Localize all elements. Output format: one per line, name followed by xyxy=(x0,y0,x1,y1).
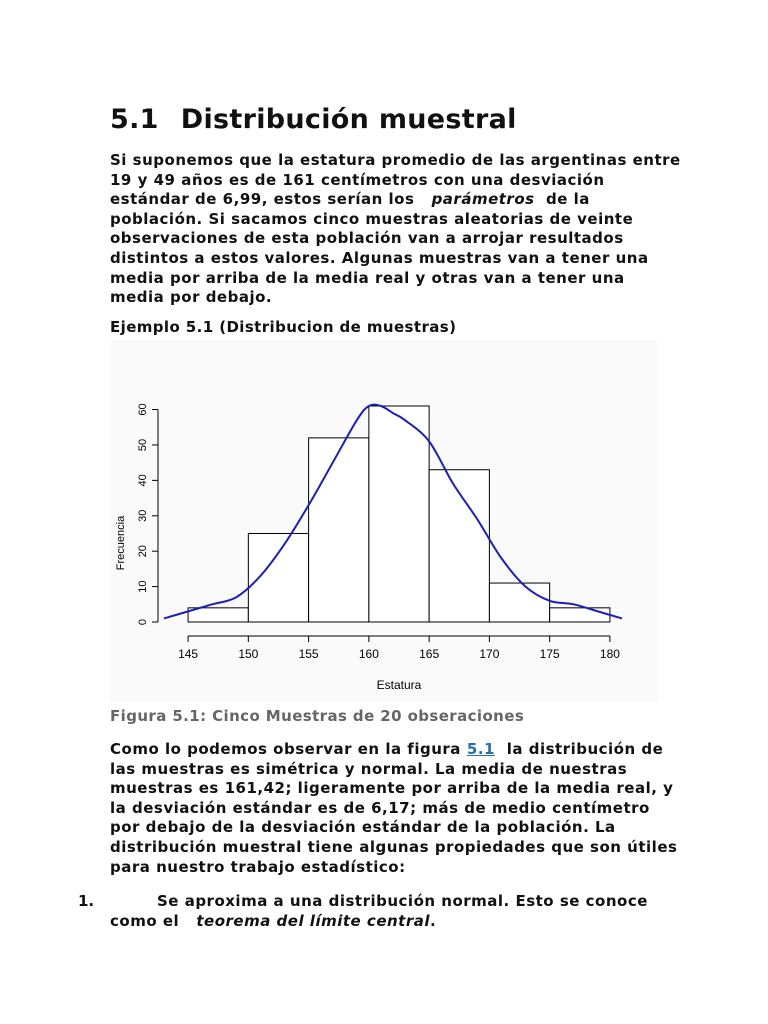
paragraph-line xyxy=(110,190,670,210)
paragraph-line: media por arriba de la media real y otras van a tener una xyxy=(110,268,625,287)
y-tick-label: 60 xyxy=(137,403,149,416)
histogram-bar xyxy=(489,583,549,622)
x-tick-label: 170 xyxy=(479,647,500,661)
y-tick-label: 20 xyxy=(137,545,149,558)
intro-paragraph xyxy=(110,151,681,308)
y-tick-label: 0 xyxy=(137,618,149,626)
paragraph-line: muestras es 161,42; ligeramente por arriba de la media real, y xyxy=(110,779,674,798)
y-tick-label: 50 xyxy=(137,438,149,452)
x-tick-label: 165 xyxy=(419,647,440,661)
paragraph-line: distribución muestral tiene algunas propiedades que son útiles xyxy=(110,837,678,856)
x-tick-label: 145 xyxy=(178,647,199,661)
paragraph-text: Como lo podemos observar en la figura xyxy=(110,740,461,758)
paragraph-line: las muestras es simétrica y normal. La media de nuestras xyxy=(110,759,628,778)
section-heading xyxy=(110,104,517,135)
y-tick-label: 10 xyxy=(137,580,149,593)
paragraph-text: estándar de 6,99, estos serían los xyxy=(110,190,415,209)
paragraph-line: observaciones de esta población van a arrojar resultados xyxy=(110,229,624,248)
paragraph-text: la distribución de xyxy=(506,740,664,758)
paragraph-line: media por debajo. xyxy=(110,288,273,307)
y-tick-label: 40 xyxy=(137,474,149,487)
paragraph-line: para nuestro trabajo estadístico: xyxy=(110,857,406,876)
section-title: Distribución muestral xyxy=(180,104,517,135)
x-axis-label: Estatura xyxy=(376,678,422,692)
histogram-bar xyxy=(248,533,308,622)
paragraph-line xyxy=(110,912,670,932)
y-tick-label: 30 xyxy=(137,509,149,522)
paragraph-text: de la xyxy=(546,190,590,209)
paragraph-line: población. Si sacamos cinco muestras aleatorias de veinte xyxy=(110,209,634,228)
list-item-text xyxy=(110,892,670,931)
x-axis xyxy=(178,636,620,661)
histogram-chart xyxy=(110,340,658,702)
histogram-bar xyxy=(550,608,610,622)
histogram-bar xyxy=(188,608,248,622)
paragraph-line: la desviación estándar es de 6,17; más de medio centímetro xyxy=(110,798,650,817)
paragraph-line xyxy=(110,740,670,760)
discussion-paragraph xyxy=(110,740,678,877)
paragraph-line: distintos a estos valores. Algunas muestras van a tener una xyxy=(110,248,649,267)
histogram-bars xyxy=(188,406,610,622)
paragraph-line: Se aproxima a una distribución normal. Esto se conoce xyxy=(157,892,648,910)
y-axis xyxy=(137,403,158,625)
paragraph-line: 19 y 49 años es de 161 centímetros con una desviación xyxy=(110,170,605,189)
list-number: 1. xyxy=(78,892,95,910)
x-tick-label: 180 xyxy=(599,647,620,661)
paragraph-text: como el xyxy=(110,911,180,930)
histogram-bar xyxy=(369,406,429,622)
example-label: Ejemplo 5.1 (Distribucion de muestras) xyxy=(110,318,457,336)
x-tick-label: 150 xyxy=(238,647,259,661)
x-tick-label: 175 xyxy=(539,647,560,661)
histogram-bar xyxy=(309,438,369,622)
x-tick-label: 155 xyxy=(298,647,319,661)
figure-reference-link[interactable]: 5.1 xyxy=(466,740,495,758)
paragraph-line: Si suponemos que la estatura promedio de las argentinas entre xyxy=(110,151,681,169)
figure-caption: Figura 5.1: Cinco Muestras de 20 obseraciones xyxy=(110,707,525,725)
x-tick-label: 160 xyxy=(358,647,379,661)
emphasis-term: teorema del límite central xyxy=(196,911,431,930)
paragraph-line: por debajo de la desviación estándar de la población. La xyxy=(110,818,616,837)
emphasis-term: parámetros xyxy=(431,190,535,209)
histogram-figure xyxy=(110,340,658,702)
section-number: 5.1 xyxy=(110,104,159,135)
y-axis-label: Frecuencia xyxy=(115,515,127,571)
paragraph-text: . xyxy=(430,911,437,930)
